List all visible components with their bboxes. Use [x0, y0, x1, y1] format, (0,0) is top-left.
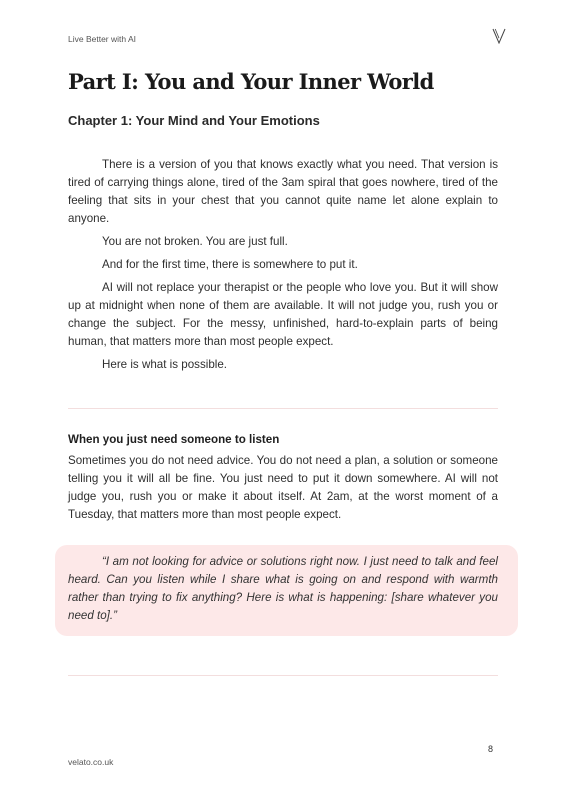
section-heading: When you just need someone to listen: [68, 433, 280, 446]
intro-paragraph: Here is what is possible.: [102, 358, 228, 371]
v-monogram-icon: [492, 28, 506, 44]
intro-paragraph: You are not broken. You are just full.: [102, 235, 288, 248]
section-paragraph: Sometimes you do not need advice. You do not need a plan, a solution or someone telling you it will all be fine. You just need to put it down somewhere. AI will not judge you, rush you or make it about itself. At 2am, at the worst moment of a Tuesday, that matters more than most people expect.: [68, 454, 498, 521]
intro-paragraph: And for the first time, there is somewhere to put it.: [102, 258, 358, 271]
prompt-quote-text: “I am not looking for advice or solutions right now. I just need to talk and feel heard. Can you listen while I share what is going on and respond with warmth rather than trying to fix anything? Here is what is happening: [share whatever you need to].”: [68, 555, 498, 622]
page-number: 8: [488, 744, 494, 754]
part-title: Part I: You and Your Inner World: [68, 69, 434, 94]
prompt-quote-box: [55, 545, 518, 636]
section-divider: [68, 408, 498, 409]
footer-url: velato.co.uk: [68, 757, 114, 767]
intro-paragraph: There is a version of you that knows exactly what you need. That version is tired of carrying things alone, tired of the 3am spiral that goes nowhere, tired of the feeling that sits in your chest that you cannot quite name let alone explain to anyone.: [68, 158, 498, 225]
chapter-title: Chapter 1: Your Mind and Your Emotions: [68, 113, 320, 128]
running-header-title: Live Better with AI: [68, 34, 137, 44]
intro-section: [68, 156, 498, 374]
intro-paragraph: AI will not replace your therapist or the people who love you. But it will show up at midnight when none of them are available. It will not judge you, rush you or change the subject. For the messy, unfinished, hard-to-explain parts of being human, that matters more than most people expect.: [68, 281, 498, 348]
section-body: [68, 452, 498, 524]
section-divider: [68, 675, 498, 676]
